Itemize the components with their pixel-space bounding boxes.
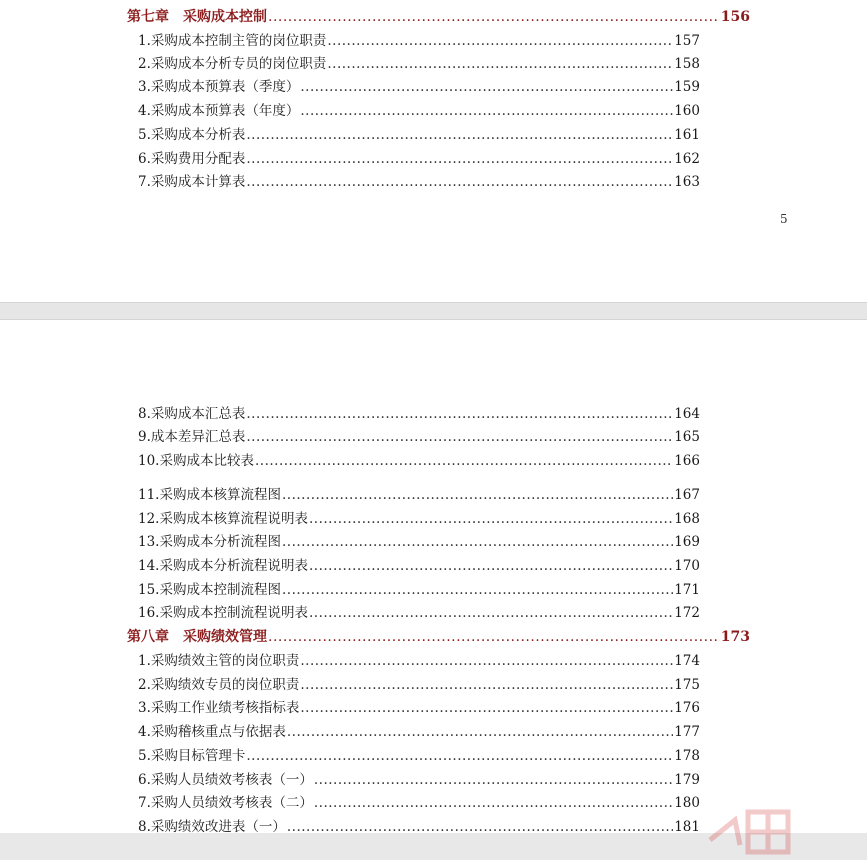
toc-entry[interactable]: [138, 148, 700, 170]
toc-entry-page: 174: [674, 653, 700, 669]
dot-leader: [246, 745, 673, 767]
toc-entry[interactable]: [138, 53, 700, 75]
toc-entry-text: 5.采购成本分析表: [138, 127, 246, 143]
toc-entry-page: 175: [674, 677, 700, 693]
toc-entry-text: 10.采购成本比较表: [138, 453, 254, 469]
toc-entry[interactable]: [138, 508, 700, 530]
toc-entry[interactable]: [138, 403, 700, 425]
dot-leader: [282, 531, 673, 553]
toc-entry[interactable]: [138, 769, 700, 791]
toc-entry-text: 1.采购成本控制主管的岗位职责: [138, 33, 327, 49]
toc-entry-page: 178: [674, 748, 700, 764]
toc-entry-text: 14.采购成本分析流程说明表: [138, 558, 308, 574]
toc-entry-text: 13.采购成本分析流程图: [138, 534, 281, 550]
toc-entry[interactable]: [138, 30, 700, 52]
dot-leader: [314, 792, 673, 814]
toc-entry[interactable]: [138, 76, 700, 98]
watermark-stamp-icon: [690, 800, 800, 860]
dot-leader: [314, 769, 673, 791]
dot-leader: [309, 508, 673, 530]
toc-entry-text: 5.采购目标管理卡: [138, 748, 246, 764]
dot-leader: [287, 721, 673, 743]
toc-entry[interactable]: [138, 100, 700, 122]
dot-leader: [282, 484, 673, 506]
chapter-label: 第七章: [127, 9, 169, 25]
toc-entry[interactable]: [138, 816, 700, 833]
toc-entry-text: 2.采购绩效专员的岗位职责: [138, 677, 300, 693]
dot-leader: [246, 171, 673, 193]
dot-leader: [300, 76, 673, 98]
toc-entry-page: 180: [674, 795, 700, 811]
toc-entry-page: 171: [674, 582, 700, 598]
toc-entry[interactable]: [138, 555, 700, 577]
toc-entry-page: 167: [674, 487, 700, 503]
toc-entry-page: 160: [674, 103, 700, 119]
dot-leader: [309, 555, 673, 577]
toc-entry[interactable]: [138, 171, 700, 193]
toc-entry[interactable]: [138, 602, 700, 624]
toc-entry[interactable]: [138, 721, 700, 743]
toc-entry-page: 170: [674, 558, 700, 574]
toc-entry-text: 4.采购成本预算表（年度）: [138, 103, 300, 119]
chapter-title: 采购绩效管理: [183, 629, 267, 645]
toc-entry-page: 179: [674, 772, 700, 788]
toc-entry[interactable]: [138, 531, 700, 553]
toc-entry-text: 12.采购成本核算流程说明表: [138, 511, 308, 527]
toc-entry-text: 8.采购成本汇总表: [138, 406, 246, 422]
dot-leader: [327, 53, 673, 75]
toc-entry-text: 1.采购绩效主管的岗位职责: [138, 653, 300, 669]
dot-leader: [268, 626, 720, 648]
page-number: 5: [780, 212, 788, 226]
toc-entry-text: 3.采购工作业绩考核指标表: [138, 700, 300, 716]
toc-entry[interactable]: [138, 124, 700, 146]
toc-entry[interactable]: [138, 450, 700, 472]
chapter-title: 采购成本控制: [183, 9, 267, 25]
toc-entry[interactable]: [138, 697, 700, 719]
document-page-bottom: [0, 320, 867, 833]
toc-entry-page: 157: [674, 33, 700, 49]
toc-chapter-8[interactable]: [127, 626, 750, 648]
document-page-top: [0, 0, 867, 302]
toc-entry-page: 166: [674, 453, 700, 469]
toc-entry-page: 162: [674, 151, 700, 167]
toc-entry-page: 168: [674, 511, 700, 527]
toc-entry[interactable]: [138, 745, 700, 767]
toc-entry-page: 181: [674, 819, 700, 833]
toc-entry[interactable]: [138, 792, 700, 814]
toc-entry-page: 159: [674, 79, 700, 95]
toc-entry[interactable]: [138, 426, 700, 448]
dot-leader: [282, 579, 673, 601]
dot-leader: [327, 30, 673, 52]
dot-leader: [246, 403, 673, 425]
dot-leader: [300, 697, 673, 719]
dot-leader: [246, 124, 673, 146]
toc-entry-page: 169: [674, 534, 700, 550]
dot-leader: [309, 602, 673, 624]
toc-entry-text: 15.采购成本控制流程图: [138, 582, 281, 598]
toc-entry-text: 7.采购成本计算表: [138, 174, 246, 190]
toc-entry-text: 7.采购人员绩效考核表（二）: [138, 795, 313, 811]
toc-entry[interactable]: [138, 484, 700, 506]
dot-leader: [268, 6, 720, 28]
toc-entry[interactable]: [138, 650, 700, 672]
toc-entry-page: 176: [674, 700, 700, 716]
dot-leader: [300, 650, 673, 672]
chapter-page: 156: [720, 9, 750, 25]
toc-entry-page: 161: [674, 127, 700, 143]
toc-entry-page: 177: [674, 724, 700, 740]
toc-entry-text: 4.采购稽核重点与依据表: [138, 724, 286, 740]
toc-chapter-7[interactable]: [127, 6, 750, 28]
toc-entry-page: 172: [674, 605, 700, 621]
toc-entry-text: 6.采购费用分配表: [138, 151, 246, 167]
toc-entry-text: 11.采购成本核算流程图: [138, 487, 281, 503]
dot-leader: [300, 100, 673, 122]
toc-entry[interactable]: [138, 579, 700, 601]
dot-leader: [300, 674, 673, 696]
page-separator: [0, 302, 867, 320]
toc-entry-text: 16.采购成本控制流程说明表: [138, 605, 308, 621]
toc-entry-text: 2.采购成本分析专员的岗位职责: [138, 56, 327, 72]
toc-entry-page: 165: [674, 429, 700, 445]
dot-leader: [255, 450, 673, 472]
toc-entry-page: 164: [674, 406, 700, 422]
toc-entry-page: 158: [674, 56, 700, 72]
toc-entry[interactable]: [138, 674, 700, 696]
toc-entry-text: 3.采购成本预算表（季度）: [138, 79, 300, 95]
toc-entry-page: 163: [674, 174, 700, 190]
toc-entry-text: 9.成本差异汇总表: [138, 429, 246, 445]
chapter-page: 173: [720, 629, 750, 645]
toc-entry-text: 6.采购人员绩效考核表（一）: [138, 772, 313, 788]
toc-entry-text: 8.采购绩效改进表（一）: [138, 819, 286, 833]
dot-leader: [246, 426, 673, 448]
dot-leader: [287, 816, 673, 833]
chapter-label: 第八章: [127, 629, 169, 645]
dot-leader: [246, 148, 673, 170]
